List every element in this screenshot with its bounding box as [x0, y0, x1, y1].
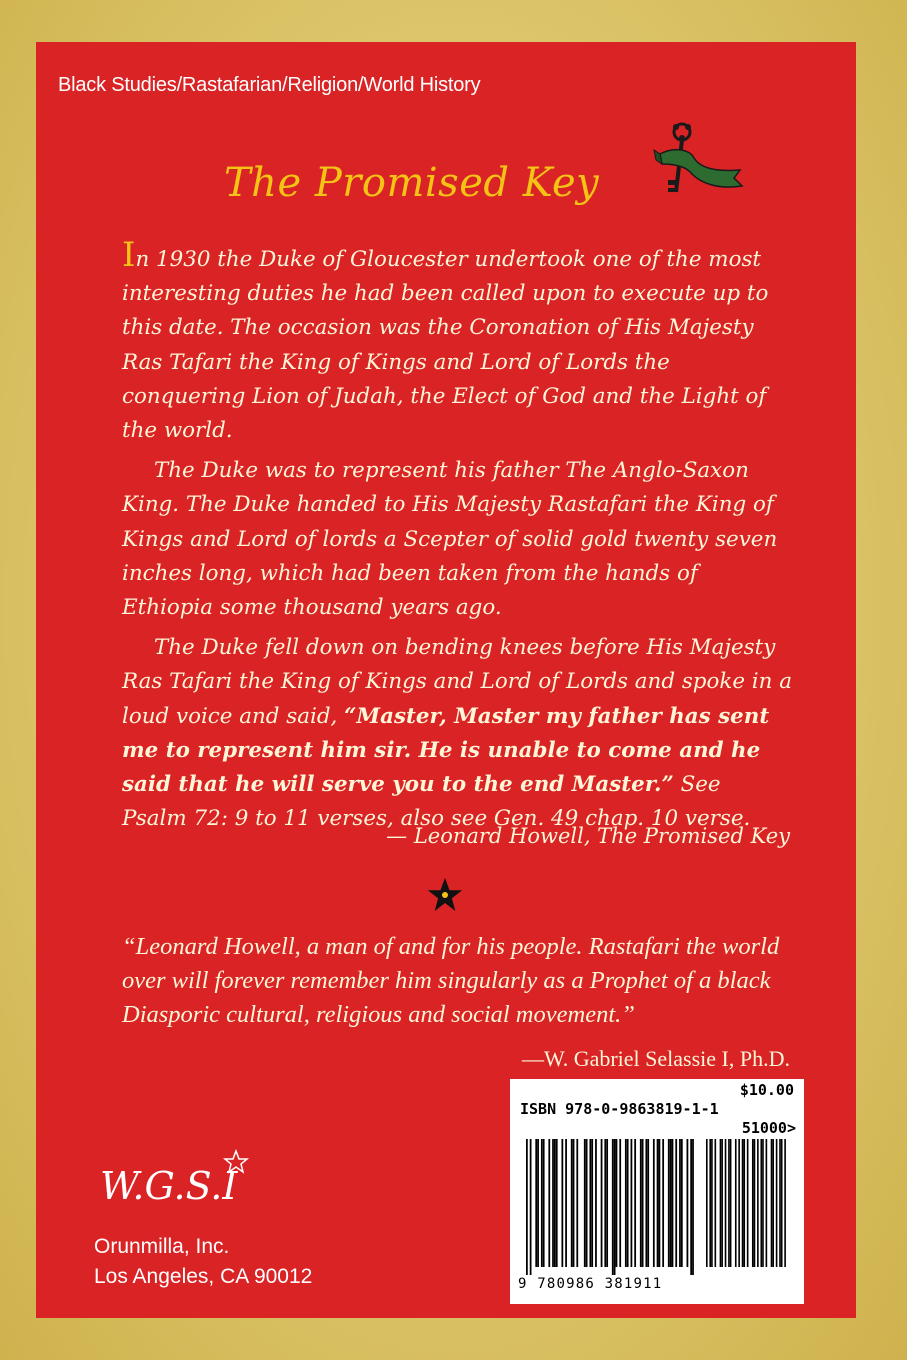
- barcode-bar: [589, 1139, 591, 1267]
- barcode-bar: [537, 1139, 539, 1267]
- paragraph-3: The Duke fell down on bending knees before His Majesty Ras Tafari the King of Kings and Lord of Lords and spoke in a loud voice and said, “Master, Master my father has sent me to represent him sir. He is unable to come and he said that he will serve you to the end Master.” See Psalm 72: 9 to 11 verses, also see Gen. 49 chap. 10 verse.: [122, 635, 792, 832]
- barcode-bar: [681, 1139, 683, 1267]
- barcode-bar: [586, 1139, 588, 1267]
- barcode-bar: [573, 1139, 575, 1267]
- barcode-bar: [662, 1139, 664, 1267]
- barcode-bar: [526, 1139, 528, 1275]
- barcode-bar: [625, 1139, 627, 1267]
- barcode-bar: [606, 1139, 608, 1267]
- barcode-bar: [706, 1139, 708, 1267]
- barcode-bar: [556, 1139, 558, 1267]
- barcode-bar: [565, 1139, 567, 1267]
- paragraph-1: In 1930 the Duke of Gloucester undertook one of the most interesting duties he had been called upon to execute up to this date. The occasion was the Coronation of His Majesty Ras Tafari the King of Kings and Lord of Lords the conquering Lion of Judah, the Elect of God and the Light of the world.: [122, 235, 769, 444]
- barcode-bar: [747, 1139, 749, 1267]
- barcode-bar: [530, 1139, 532, 1275]
- publisher-city: Los Angeles, CA 90012: [94, 1265, 313, 1288]
- ean-number: 9 780986 381911: [518, 1276, 663, 1292]
- barcode-bar: [554, 1139, 556, 1267]
- barcode-bar: [591, 1139, 593, 1267]
- barcode-bar: [720, 1139, 722, 1267]
- barcode-bar: [754, 1139, 756, 1267]
- barcode-bar: [614, 1139, 616, 1275]
- barcode-bar: [541, 1139, 543, 1267]
- testimonial-quote: “Leonard Howell, a man of and for his people. Rastafari the world over will forever remember him singularly as a Prophet of a black Diasporic cultural, religious and social movement.”: [122, 933, 780, 1028]
- barcode-bar: [571, 1139, 573, 1267]
- barcode-bar: [642, 1139, 644, 1267]
- barcode-bar: [784, 1139, 786, 1267]
- description-text: [122, 235, 792, 842]
- price-label: $10.00: [739, 1081, 794, 1099]
- barcode-bar: [728, 1139, 730, 1267]
- publisher-name: Orunmilla, Inc.: [94, 1235, 230, 1258]
- barcode-icon: [526, 1139, 788, 1277]
- key-ribbon-icon: [630, 120, 750, 210]
- barcode-bar: [561, 1139, 563, 1267]
- barcode-bar: [595, 1139, 597, 1267]
- barcode-bar: [760, 1139, 762, 1267]
- barcode-bar: [631, 1139, 633, 1267]
- barcode-bar: [645, 1139, 647, 1267]
- barcode-box: [510, 1079, 804, 1304]
- barcode-bar: [742, 1139, 744, 1267]
- back-cover-panel: [36, 42, 856, 1318]
- paragraph-2: The Duke was to represent his father The Anglo-Saxon King. The Duke handed to His Majesty Rastafari the King of Kings and Lord of lords a Scepter of solid gold twenty seven inches long, which had been taken from the hands of Ethiopia some thousand years ago.: [122, 458, 778, 621]
- barcode-bar: [692, 1139, 694, 1275]
- barcode-bar: [735, 1139, 737, 1267]
- barcode-bar: [552, 1139, 554, 1267]
- barcode-bar: [616, 1139, 618, 1267]
- barcode-bar: [776, 1139, 778, 1267]
- barcode-bar: [762, 1139, 764, 1267]
- barcode-bar: [730, 1139, 732, 1267]
- barcode-bar: [640, 1139, 642, 1267]
- barcode-bar: [687, 1139, 689, 1267]
- barcode-bar: [604, 1139, 606, 1267]
- barcode-bar: [772, 1139, 774, 1267]
- barcode-bar: [653, 1139, 655, 1267]
- barcode-bar: [752, 1139, 754, 1267]
- testimonial-attribution: —W. Gabriel Selassie I, Ph.D.: [521, 1046, 790, 1071]
- barcode-bar: [601, 1139, 603, 1267]
- barcode-bar: [659, 1139, 661, 1267]
- barcode-bar: [709, 1139, 711, 1267]
- barcode-bar: [757, 1139, 759, 1267]
- barcode-bar: [576, 1139, 578, 1267]
- barcode-bar: [771, 1139, 773, 1267]
- barcode-bar: [721, 1139, 723, 1267]
- star-icon: [428, 878, 462, 912]
- barcode-bar: [584, 1139, 586, 1267]
- barcode-bar: [738, 1139, 740, 1267]
- barcode-bar: [672, 1139, 674, 1267]
- barcode-bar: [715, 1139, 717, 1267]
- book-title: The Promised Key: [224, 160, 600, 206]
- barcode-bar: [548, 1139, 550, 1267]
- barcode-bar: [634, 1139, 636, 1267]
- category-label: Black Studies/Rastafarian/Religion/World History: [58, 74, 481, 96]
- barcode-bar: [725, 1139, 727, 1267]
- isbn-label: ISBN 978-0-9863819-1-1: [520, 1100, 719, 1118]
- barcode-bar: [779, 1139, 781, 1267]
- publisher-address: [94, 1232, 312, 1292]
- barcode-bar: [543, 1139, 545, 1267]
- drop-cap: I: [122, 235, 136, 275]
- price-addon-label: 51000>: [741, 1119, 796, 1137]
- barcode-bar: [619, 1139, 621, 1267]
- svg-text:W.G.S.I: W.G.S.I: [100, 1164, 238, 1208]
- text-attribution: — Leonard Howell, The Promised Key: [386, 824, 790, 848]
- barcode-bar: [766, 1139, 768, 1267]
- barcode-bar: [781, 1139, 783, 1267]
- bold-quote: “Master, Master my father has sent me to represent him sir. He is unable to come and he said that he will serve you to the end Master.”: [122, 703, 770, 798]
- publisher-logo-icon: [100, 1147, 250, 1217]
- barcode-bar: [743, 1139, 745, 1267]
- barcode-bar: [668, 1139, 670, 1267]
- barcode-bar: [675, 1139, 677, 1267]
- barcode-bar: [711, 1139, 713, 1267]
- barcode-bar: [647, 1139, 649, 1267]
- barcode-bar: [657, 1139, 659, 1267]
- barcode-bar: [612, 1139, 614, 1275]
- barcode-bar: [627, 1139, 629, 1267]
- barcode-bar: [535, 1139, 537, 1267]
- barcode-bar: [679, 1139, 681, 1267]
- barcode-bar: [670, 1139, 672, 1267]
- barcode-bar: [690, 1139, 692, 1275]
